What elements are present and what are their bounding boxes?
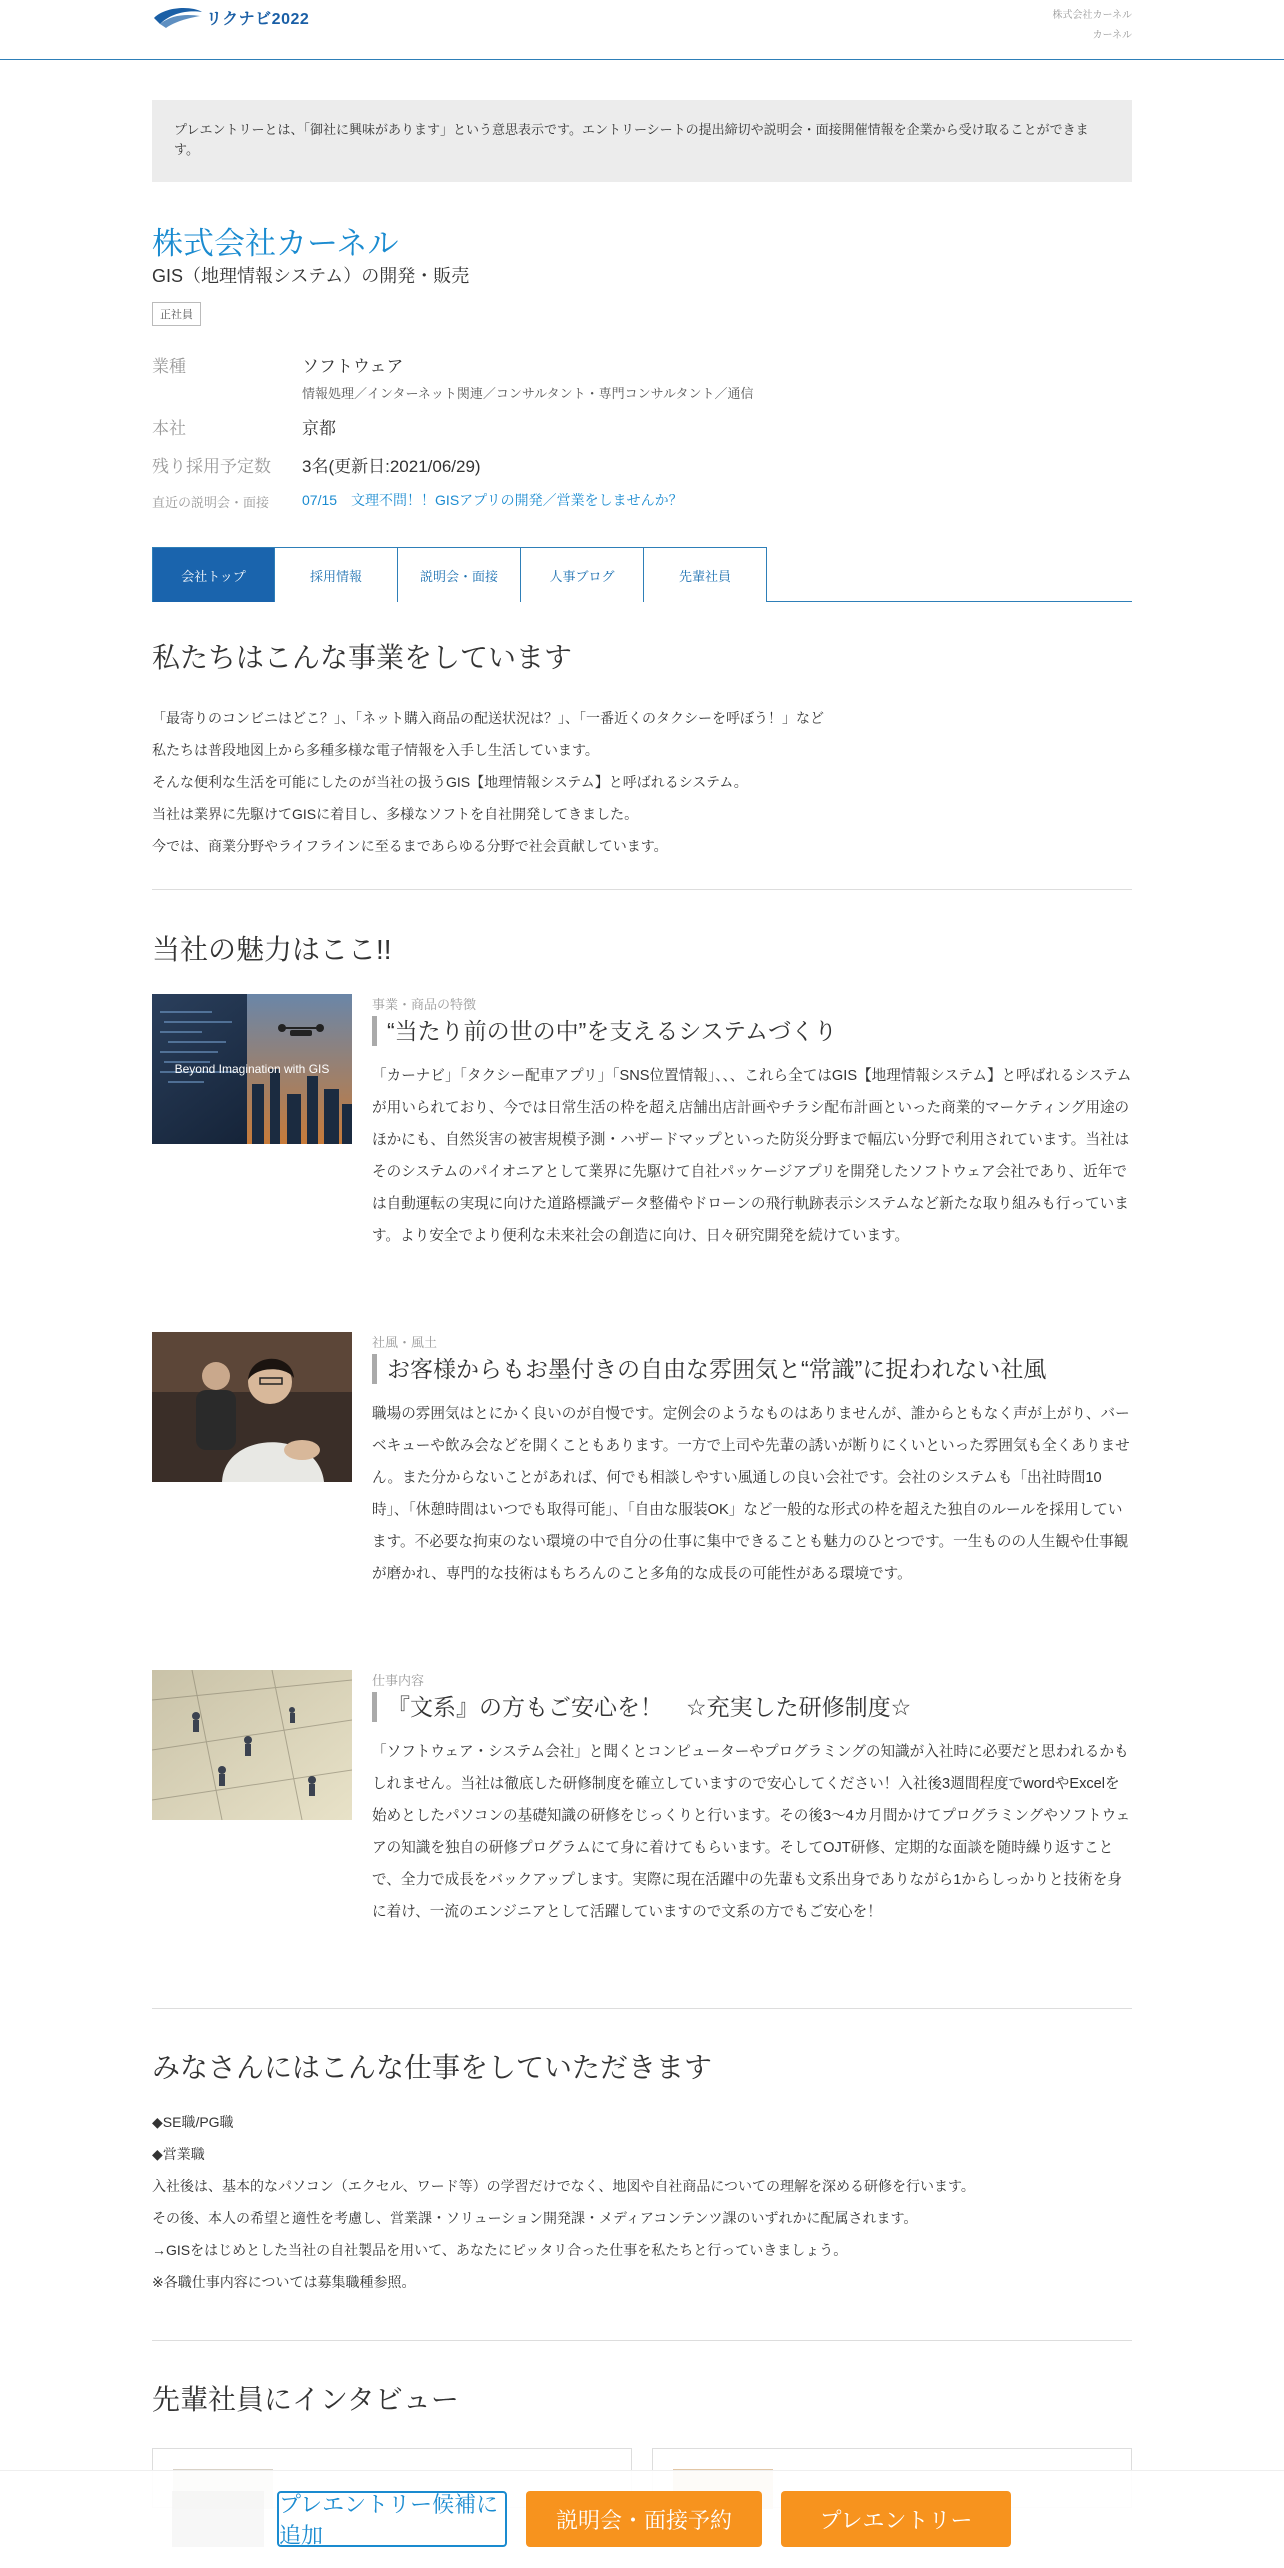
remaining-value: 3名(更新日:2021/06/29) bbox=[302, 457, 481, 476]
info-remaining bbox=[152, 452, 481, 477]
tab-sessions[interactable]: 説明会・面接 bbox=[398, 547, 521, 602]
interview-heading: 先輩社員にインタビュー bbox=[152, 2384, 459, 2415]
header-link-kana[interactable]: カーネル bbox=[1092, 30, 1132, 41]
tab-seniors[interactable]: 先輩社員 bbox=[644, 547, 767, 602]
site-header bbox=[0, 0, 1284, 60]
pre-entry-button[interactable]: プレエントリー bbox=[781, 2491, 1011, 2547]
company-tagline: GIS（地理情報システム）の開発・販売 bbox=[152, 266, 470, 286]
tab-hr-blog[interactable]: 人事ブログ bbox=[521, 547, 644, 602]
feature-1-body: 「カーナビ」「タクシー配車アプリ」「SNS位置情報」、、、これら全てはGIS【地理情報システム】と呼ばれるシステムが用いられており、今では日常生活の枠を超え店舗出店計画やチラシ配布計画といった商業的マーケティング用途のほかにも、自然災害の被害規模予測・ハザードマップといった防災分野まで幅広い分野で利用されています。当社はそのシステムのパイオニアとして業界に先駆けて自社パッケージアプリを開発したソフトウェア会社であり、近年では自動運転の実現に向けた道路標識データ整備やドローンの飛行軌跡表示システムなど新たな取り組みも行っています。より安全でより便利な未来社会の創造に向け、日々研究開発を続けています。 bbox=[372, 1068, 1132, 1244]
industry-value: ソフトウェア bbox=[302, 357, 404, 376]
tab-company-top[interactable]: 会社トップ bbox=[152, 547, 275, 602]
header-links bbox=[1053, 6, 1133, 46]
feature-3 bbox=[152, 1670, 1132, 1970]
feature-1 bbox=[152, 994, 1132, 1294]
feature-3-title: 『文系』の方もご安心を！ ☆充実した研修制度☆ bbox=[372, 1692, 911, 1722]
feature-1-image-caption: Beyond Imagination with GIS bbox=[174, 1062, 330, 1076]
work-body: ◆SE職/PG職 ◆営業職 入社後は、基本的なパソコン（エクセル、ワード等）の学習だけでなく、地図や自社商品についての理解を深める研修を行います。 その後、本人の希望と適性を考慮し、営業課・ソリューション開発課・メディアコンテンツ課のいずれかに配属されます。 →GISをはじめとした当社の自社製品を用いて、あなたにピッタリ合った仕事を私たちと行っていきましょう。 ※各職仕事内容については募集職種参照。 bbox=[152, 2114, 975, 2290]
divider bbox=[152, 2340, 1132, 2341]
info-industry bbox=[152, 352, 754, 402]
hq-value: 京都 bbox=[302, 419, 336, 438]
hq-label: 本社 bbox=[152, 419, 186, 438]
divider bbox=[152, 2008, 1132, 2009]
employment-badge: 正社員 bbox=[152, 302, 201, 326]
header-link-company[interactable]: 株式会社カーネル bbox=[1052, 10, 1132, 21]
work-heading: みなさんにはこんな仕事をしていただきます bbox=[152, 2052, 713, 2083]
sticky-footer bbox=[0, 2470, 1284, 2568]
business-heading: 私たちはこんな事業をしています bbox=[152, 642, 573, 673]
feature-2-body: 職場の雰囲気はとにかく良いのが自慢です。定例会のようなものはありませんが、誰からともなく声が上がり、バーベキューや飲み会などを開くこともあります。一方で上司や先輩の誘いが断りにくいといった雰囲気も全くありません。また分からないことがあれば、何でも相談しやすい風通しの良い会社です。会社のシステムも「出社時間10時」、「休憩時間はいつでも取得可能」、「自由な服装OK」など一般的な形式の枠を超えた独自のルールを採用しています。不必要な拘束のない環境の中で自分の仕事に集中できることも魅力のひとつです。一生ものの人生観や仕事観が磨かれ、専門的な技術はもちろんのこと多角的な成長の可能性がある環境です。 bbox=[372, 1406, 1130, 1582]
footer-photo bbox=[172, 2491, 264, 2547]
feature-1-title: “当たり前の世の中”を支えるシステムづくり bbox=[372, 1016, 837, 1046]
industry-label: 業種 bbox=[152, 357, 186, 376]
feature-1-image bbox=[152, 994, 352, 1144]
recent-label: 直近の説明会・面接 bbox=[152, 495, 270, 510]
company-tabs bbox=[152, 547, 1132, 602]
feature-3-body: 「ソフトウェア・システム会社」と聞くとコンピューターやプログラミングの知識が入社時に必要だと思われるかもしれません。当社は徹底した研修制度を確立していますので安心してください！入社後3週間程度でwordやExcelを始めとしたパソコンの基礎知識の研修をじっくりと行います。その後3～4カ月間かけてプログラミングやソフトウェアの知識を独自の研修プログラムにて身に着けてもらいます。そしてOJT研修、定期的な面談を随時繰り返すことで、全力で成長をバックアップします。実際に現在活躍中の先輩も文系出身でありながら1からしっかりと技術を身に着け、一流のエンジニアとして活躍していますので文系の方でもご安心を！ bbox=[372, 1744, 1131, 1920]
info-recent bbox=[152, 490, 683, 511]
feature-1-category: 事業・商品の特徴 bbox=[372, 997, 477, 1012]
industry-sub: 情報処理／インターネット関連／コンサルタント・専門コンサルタント／通信 bbox=[302, 386, 754, 401]
feature-2-image bbox=[152, 1332, 352, 1482]
logo-text: リクナビ2022 bbox=[206, 10, 310, 28]
feature-2-category: 社風・風土 bbox=[372, 1335, 438, 1350]
divider bbox=[152, 889, 1132, 890]
feature-2-title: お客様からもお墨付きの自由な雰囲気と“常識”に捉われない社風 bbox=[372, 1354, 1046, 1384]
pre-entry-notice: プレエントリーとは、「御社に興味があります」という意思表示です。エントリーシートの提出締切や説明会・面接開催情報を企業から受け取ることができます。 bbox=[152, 100, 1132, 182]
appeal-heading: 当社の魅力はここ!! bbox=[152, 934, 392, 965]
reserve-session-button[interactable]: 説明会・面接予約 bbox=[526, 2491, 762, 2547]
add-candidate-button[interactable]: プレエントリー候補に追加 bbox=[277, 2491, 507, 2547]
feature-2 bbox=[152, 1332, 1132, 1632]
rikunabi-logo[interactable] bbox=[152, 4, 309, 30]
business-body: 「最寄りのコンビニはどこ？」、「ネット購入商品の配送状況は？」、「一番近くのタクシーを呼ぼう！」など 私たちは普段地図上から多種多様な電子情報を入手し生活しています。 そんな便利な生活を可能にしたのが当社の扱うGIS【地理情報システム】と呼ばれるシステム。 当社は業界に先駆けてGISに着目し、多様なソフトを自社開発してきました。 今では、商業分野やライフラインに至るまであらゆる分野で社会貢献しています。 bbox=[152, 710, 824, 854]
remaining-label: 残り採用予定数 bbox=[152, 457, 271, 476]
tab-recruit-info[interactable]: 採用情報 bbox=[275, 547, 398, 602]
recent-session-link[interactable]: 07/15 文理不問！！GISアプリの開発／営業をしませんか？ bbox=[302, 492, 683, 508]
company-name: 株式会社カーネル bbox=[152, 226, 399, 261]
feature-3-category: 仕事内容 bbox=[372, 1673, 425, 1688]
feature-3-image bbox=[152, 1670, 352, 1820]
rikunabi-swoosh-icon bbox=[152, 4, 204, 30]
info-hq bbox=[152, 414, 336, 439]
